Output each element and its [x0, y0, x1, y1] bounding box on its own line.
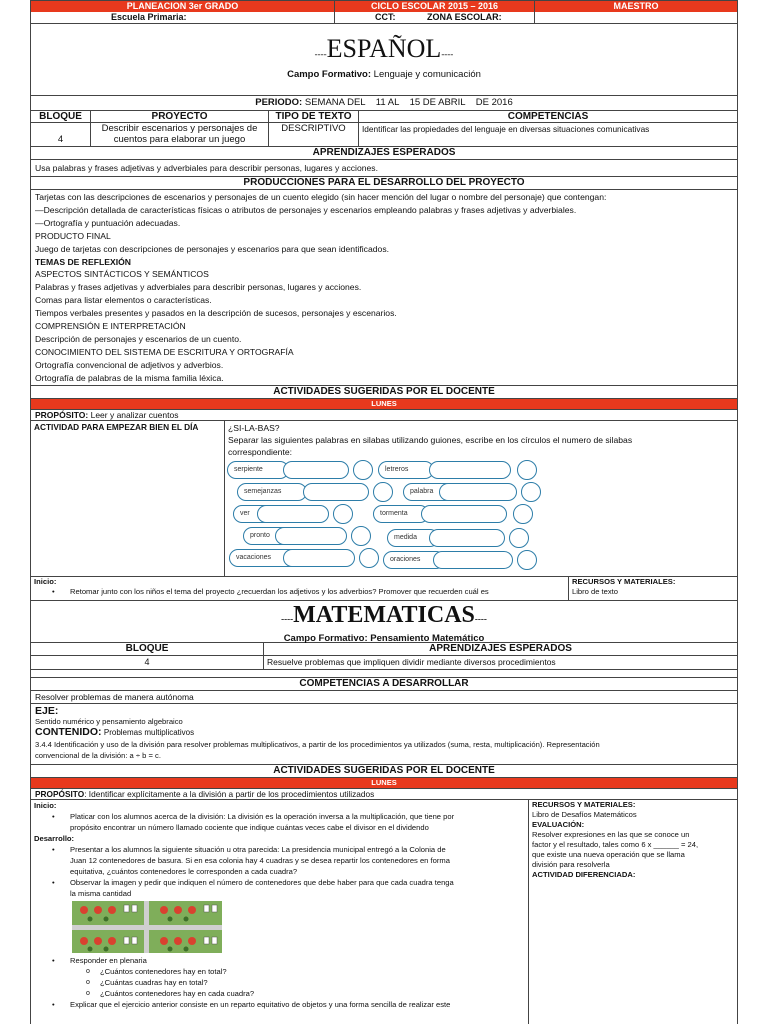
syllable-exercise [225, 421, 737, 576]
school-label: Escuela Primaria: [111, 12, 187, 22]
cct-label: CCT: [375, 12, 396, 22]
answer-pill[interactable] [275, 527, 347, 545]
espanol-title: ----ESPAÑOL---- [314, 34, 454, 63]
desarrollo-text: • Presentar a los alumnos la siguiente situación u otra parecida: La presidencia municipal entregó a la Colonia de [34, 844, 525, 855]
mate-table-row [30, 656, 738, 670]
evaluacion-text: factor y el resultado, tales como 6 x ______ = 24, [532, 840, 699, 849]
desarrollo-text-cont: la misma cantidad [70, 889, 132, 898]
containers-illustration [72, 901, 222, 953]
produccion-line: —Descripción detallada de características físicas o atributos de personajes y escenarios empleando palabras y frases adjetivas y adverbiales. [35, 204, 577, 215]
espanol-inicio-row [30, 577, 738, 601]
evaluacion-text: que existe una nueva operación que se llama [532, 850, 685, 859]
word-pill: pronto [243, 527, 291, 545]
espanol-proposito: PROPÓSITO: Leer y analizar cuentos [30, 409, 738, 421]
eje-label: EJE: [35, 705, 59, 717]
desarrollo-label: Desarrollo: [34, 834, 75, 843]
produccion-line: Juego de tarjetas con descripciones de personajes y escenarios para que sean identificados. [35, 243, 389, 254]
mate-activity-row [30, 800, 738, 1024]
col-tipo-texto: TIPO DE TEXTO [269, 111, 359, 122]
mate-col-bloque: BLOQUE [31, 643, 264, 655]
tipo-value: DESCRIPTIVO [269, 123, 359, 146]
mate-competencias: Resolver problemas de manera autónoma [30, 691, 738, 703]
mate-actividades-title: ACTIVIDADES SUGERIDAS POR EL DOCENTE [30, 765, 738, 778]
matematicas-header [30, 601, 738, 643]
actividad-instructions-cont: correspondiente: [228, 447, 293, 457]
desarrollo-text-cont: Juan 12 contenedores de basura. Si en esa colonia hay 4 cuadras y se desea repartir los contenedores en forma [70, 856, 450, 865]
espanol-inicio [31, 577, 569, 600]
answer-pill[interactable] [283, 549, 355, 567]
teacher-label: MAESTRO [535, 1, 737, 12]
question-item: o ¿Cuántos contenedores hay en cada cuadra? [34, 988, 525, 999]
syllable-circle[interactable] [353, 460, 373, 480]
answer-pill[interactable] [429, 529, 505, 547]
evaluacion-text: división para resolverla [532, 860, 610, 869]
tema-line: Descripción de personajes y escenarios de un cuento. [35, 333, 242, 344]
word-pill: palabra [403, 483, 455, 501]
word-pill: serpiente [227, 461, 289, 479]
col-bloque: BLOQUE [31, 111, 91, 122]
produccion-line: PRODUCTO FINAL [35, 230, 111, 241]
aprendizajes-text: Usa palabras y frases adjetivas y adverbiales para describir personas, lugares y acciones. [35, 163, 378, 173]
word-pill: ver [233, 505, 275, 523]
syllable-circle[interactable] [509, 528, 529, 548]
diferenciada-label: ACTIVIDAD DIFERENCIADA: [532, 870, 636, 879]
actividad-title: ¿SI-LA-BAS? [228, 423, 280, 433]
producciones-block [30, 190, 738, 386]
answer-pill[interactable] [283, 461, 349, 479]
contenido-text-cont: convencional de la división: a ÷ b = c. [35, 751, 161, 760]
inicio-text: • Retomar junto con los niños el tema del proyecto ¿recuerdan los adjetivos y los adverbios? Promover que recuerden cuál es [34, 586, 565, 597]
syllable-circle[interactable] [351, 526, 371, 546]
aprendizajes-block [30, 160, 738, 177]
mate-recursos-text: Libro de Desafíos Matemáticos [532, 810, 637, 819]
syllable-circle[interactable] [517, 460, 537, 480]
recursos-label: RECURSOS Y MATERIALES: [572, 577, 676, 586]
col-proyecto: PROYECTO [91, 111, 269, 122]
word-pill: vacaciones [229, 549, 299, 567]
aprendizajes-title: APRENDIZAJES ESPERADOS [30, 147, 738, 160]
tema-line: Tiempos verbales presentes y pasados en la descripción de sucesos, personajes y escenarios. [35, 308, 397, 319]
proyecto-value: Describir escenarios y personajes de cuentos para elaborar un juego [91, 123, 269, 146]
mate-inicio-text: • Platicar con los alumnos acerca de la división: La división es la operación inversa a la multiplicación, que tiene por [34, 811, 525, 822]
tema-line: Ortografía de palabras de la misma familia léxica. [35, 372, 224, 383]
temas-title: TEMAS DE REFLEXIÓN [35, 256, 131, 267]
answer-pill[interactable] [433, 551, 513, 569]
espanol-table-row [30, 123, 738, 147]
produccion-line: Tarjetas con las descripciones de escenarios y personajes de un cuento elegido (sin hacer mención del lugar o nombre del personaje) que contengan: [35, 192, 607, 202]
col-competencias: COMPETENCIAS [507, 111, 589, 122]
recursos-text: Libro de texto [572, 587, 619, 597]
evaluacion-text: Resolver expresiones en las que se conoce un [532, 830, 690, 839]
eje-value: Sentido numérico y pensamiento algebraico [35, 717, 183, 726]
header-bar [30, 0, 738, 24]
word-pill: semejanzas [237, 483, 307, 501]
bloque-value: 4 [31, 123, 91, 146]
syllable-circle[interactable] [359, 548, 379, 568]
periodo-row: PERIODO: SEMANA DEL 11 AL 15 DE ABRIL DE 2016 [30, 96, 738, 110]
produccion-line: —Ortografía y puntuación adecuadas. [35, 217, 181, 228]
question-item: o ¿Cuántas cuadras hay en total? [34, 977, 525, 988]
mate-aprendizajes-value: Resuelve problemas que impliquen dividir mediante diversos procedimientos [267, 657, 556, 667]
tema-line: Comas para listar elementos o características. [35, 295, 212, 306]
desarrollo-text-cont: equitativa, ¿cuántos contenedores le corresponden a cada cuadra? [70, 867, 298, 876]
espanol-actividades-title: ACTIVIDADES SUGERIDAS POR EL DOCENTE [30, 386, 738, 399]
answer-pill[interactable] [257, 505, 329, 523]
syllable-circle[interactable] [333, 504, 353, 524]
espanol-recursos [569, 577, 737, 600]
answer-pill[interactable] [421, 505, 507, 523]
word-pill: medida [387, 529, 439, 547]
espanol-day: LUNES [30, 399, 738, 409]
contenido-text: 3.4.4 Identificación y uso de la división para resolver problemas multiplicativos, a partir de los procedimientos ya utilizados (suma, resta, multiplicación). Representación [35, 740, 600, 749]
answer-pill[interactable] [429, 461, 511, 479]
mate-inicio-text-cont: propósito encontrar un número llamado cociente que indique cuántas veces cabe el divisor en el dividendo [70, 823, 429, 832]
word-pill: letreros [378, 461, 434, 479]
inicio-label: Inicio: [34, 577, 57, 586]
mate-competencias-title: COMPETENCIAS A DESARROLLAR [30, 678, 738, 691]
tema-line: Ortografía convencional de adjetivos y adverbios. [35, 359, 224, 370]
mate-col-aprendizajes: APRENDIZAJES ESPERADOS [429, 643, 572, 654]
plan-title: PLANEACION 3er GRADO [31, 1, 334, 12]
question-item: o ¿Cuántos contenedores hay en total? [34, 966, 525, 977]
desarrollo-text: • Observar la imagen y pedir que indiquen el número de contenedores que debe haber para que cada cuadra tenga [34, 877, 525, 888]
actividad-content [225, 421, 737, 576]
syllable-circle[interactable] [513, 504, 533, 524]
espanol-table-header [30, 110, 738, 123]
school-cycle: CICLO ESCOLAR 2015 – 2016 [335, 1, 534, 12]
mate-bloque-value: 4 [31, 656, 264, 669]
mate-spacer [30, 670, 738, 678]
syllable-circle[interactable] [521, 482, 541, 502]
mate-activity-main [31, 800, 529, 1024]
mate-day: LUNES [30, 778, 738, 788]
answer-pill[interactable] [303, 483, 369, 501]
mate-recursos-label: RECURSOS Y MATERIALES: [532, 800, 636, 809]
actividad-instructions: Separar las siguientes palabras en silabas utilizando guiones, escribe en los círculos el numero de silabas [228, 435, 633, 445]
mate-sidebar [529, 800, 737, 1024]
tema-line: COMPRENSIÓN E INTERPRETACIÓN [35, 321, 186, 332]
syllable-circle[interactable] [517, 550, 537, 570]
mate-table-header [30, 643, 738, 656]
tema-line: CONOCIMIENTO DEL SISTEMA DE ESCRITURA Y ORTOGRAFÍA [35, 346, 294, 357]
mate-eje-block [30, 703, 738, 765]
tema-line: Palabras y frases adjetivas y adverbiales para describir personas, lugares y acciones. [35, 282, 362, 293]
tema-line: ASPECTOS SINTÁCTICOS Y SEMÁNTICOS [35, 269, 209, 280]
word-pill: tormenta [373, 505, 429, 523]
mate-inicio-label: Inicio: [34, 801, 57, 810]
actividad-row [30, 421, 738, 577]
mate-proposito: PROPÓSITO: Identificar explícitamente a la división a partir de los procedimientos utilizados [30, 788, 738, 800]
word-pill: oraciones [383, 551, 445, 569]
competencias-value: Identificar las propiedades del lenguaje en diversas situaciones comunicativas [362, 124, 650, 134]
evaluacion-label: EVALUACIÓN: [532, 820, 585, 829]
containers-image [72, 901, 222, 953]
syllable-circle[interactable] [373, 482, 393, 502]
espanol-header [30, 24, 738, 96]
zone-label: ZONA ESCOLAR: [427, 12, 502, 22]
matematicas-title: ----MATEMATICAS---- [281, 602, 487, 628]
explicar-text: • Explicar que el ejercicio anterior consiste en un reparto equitativo de objetos y una forma sencilla de realizar este [34, 999, 525, 1010]
actividad-label: ACTIVIDAD PARA EMPEZAR BIEN EL DÍA [31, 421, 225, 576]
responder-text: • Responder en plenaria [34, 955, 525, 966]
producciones-title: PRODUCCIONES PARA EL DESARROLLO DEL PROYECTO [30, 177, 738, 190]
espanol-campo: Campo Formativo: Lenguaje y comunicación [287, 69, 481, 80]
answer-pill[interactable] [439, 483, 517, 501]
matematicas-campo: Campo Formativo: Pensamiento Matemático [283, 633, 485, 644]
contenido-line: CONTENIDO: Problemas multiplicativos [35, 726, 195, 738]
